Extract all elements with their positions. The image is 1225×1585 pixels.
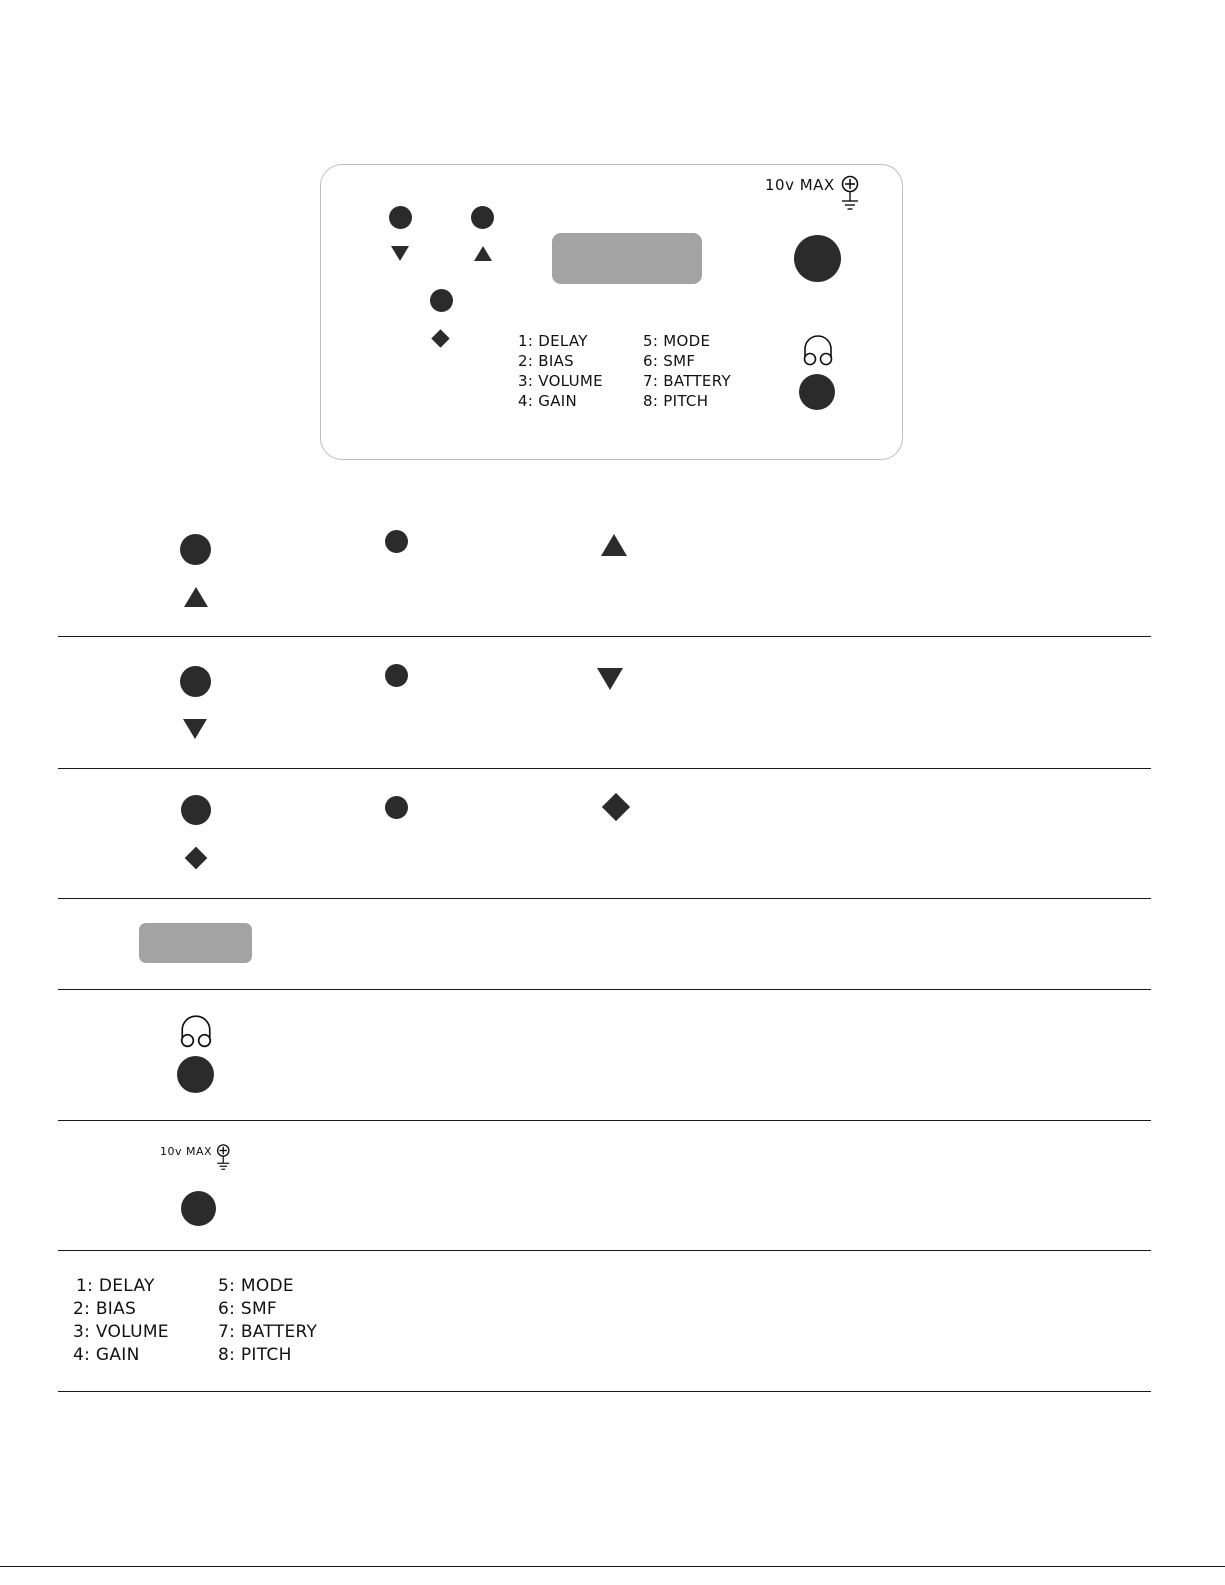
button-dot-icon (180, 666, 211, 697)
row-divider (58, 898, 1151, 899)
button-dot-icon (385, 530, 408, 553)
legend-item-4: 4: GAIN (518, 392, 577, 410)
legend-item-1: 1: DELAY (76, 1276, 155, 1296)
legend-item-8: 8: PITCH (218, 1345, 292, 1365)
diamond-icon (185, 847, 208, 870)
legend-item-6: 6: SMF (218, 1299, 277, 1319)
row-divider (58, 1391, 1151, 1392)
legend-item-5: 5: MODE (643, 332, 711, 350)
lcd-display (552, 233, 702, 284)
jack-icon (177, 1056, 214, 1093)
legend-item-2: 2: BIAS (518, 352, 574, 370)
up-arrow-icon (474, 246, 492, 261)
row-divider (58, 1120, 1151, 1121)
voltage-label: 10v MAX (160, 1145, 213, 1158)
legend-item-2: 2: BIAS (73, 1299, 137, 1319)
select-button[interactable] (430, 289, 453, 312)
lcd-display (139, 923, 252, 963)
legend-item-7: 7: BATTERY (643, 372, 731, 390)
row-divider (58, 1250, 1151, 1251)
up-button[interactable] (471, 206, 494, 229)
polarity-ground-icon (839, 174, 863, 214)
headphones-icon (801, 333, 835, 367)
button-dot-icon (385, 796, 408, 819)
row-divider (58, 989, 1151, 990)
legend-item-3: 3: VOLUME (73, 1322, 169, 1342)
headphone-jack[interactable] (799, 374, 835, 410)
row-divider (58, 768, 1151, 769)
up-arrow-icon (601, 534, 627, 556)
diamond-icon (602, 793, 630, 821)
legend-item-6: 6: SMF (643, 352, 696, 370)
up-arrow-icon (184, 587, 208, 607)
button-dot-icon (180, 534, 211, 565)
down-arrow-icon (183, 719, 207, 739)
legend-item-1: 1: DELAY (518, 332, 588, 350)
legend-item-3: 3: VOLUME (518, 372, 603, 390)
button-dot-icon (181, 795, 211, 825)
headphones-icon (178, 1013, 214, 1049)
down-arrow-icon (597, 668, 623, 690)
jack-icon (181, 1191, 216, 1226)
legend-item-8: 8: PITCH (643, 392, 709, 410)
polarity-ground-icon (215, 1143, 233, 1173)
legend-item-4: 4: GAIN (73, 1345, 140, 1365)
button-dot-icon (385, 664, 408, 687)
legend-item-5: 5: MODE (218, 1276, 294, 1296)
row-divider (58, 636, 1151, 637)
down-button[interactable] (389, 206, 412, 229)
page-bottom-rule (0, 1566, 1225, 1567)
legend-item-7: 7: BATTERY (218, 1322, 318, 1342)
down-arrow-icon (391, 246, 409, 261)
voltage-label: 10v MAX (765, 176, 835, 194)
power-jack[interactable] (794, 235, 841, 282)
